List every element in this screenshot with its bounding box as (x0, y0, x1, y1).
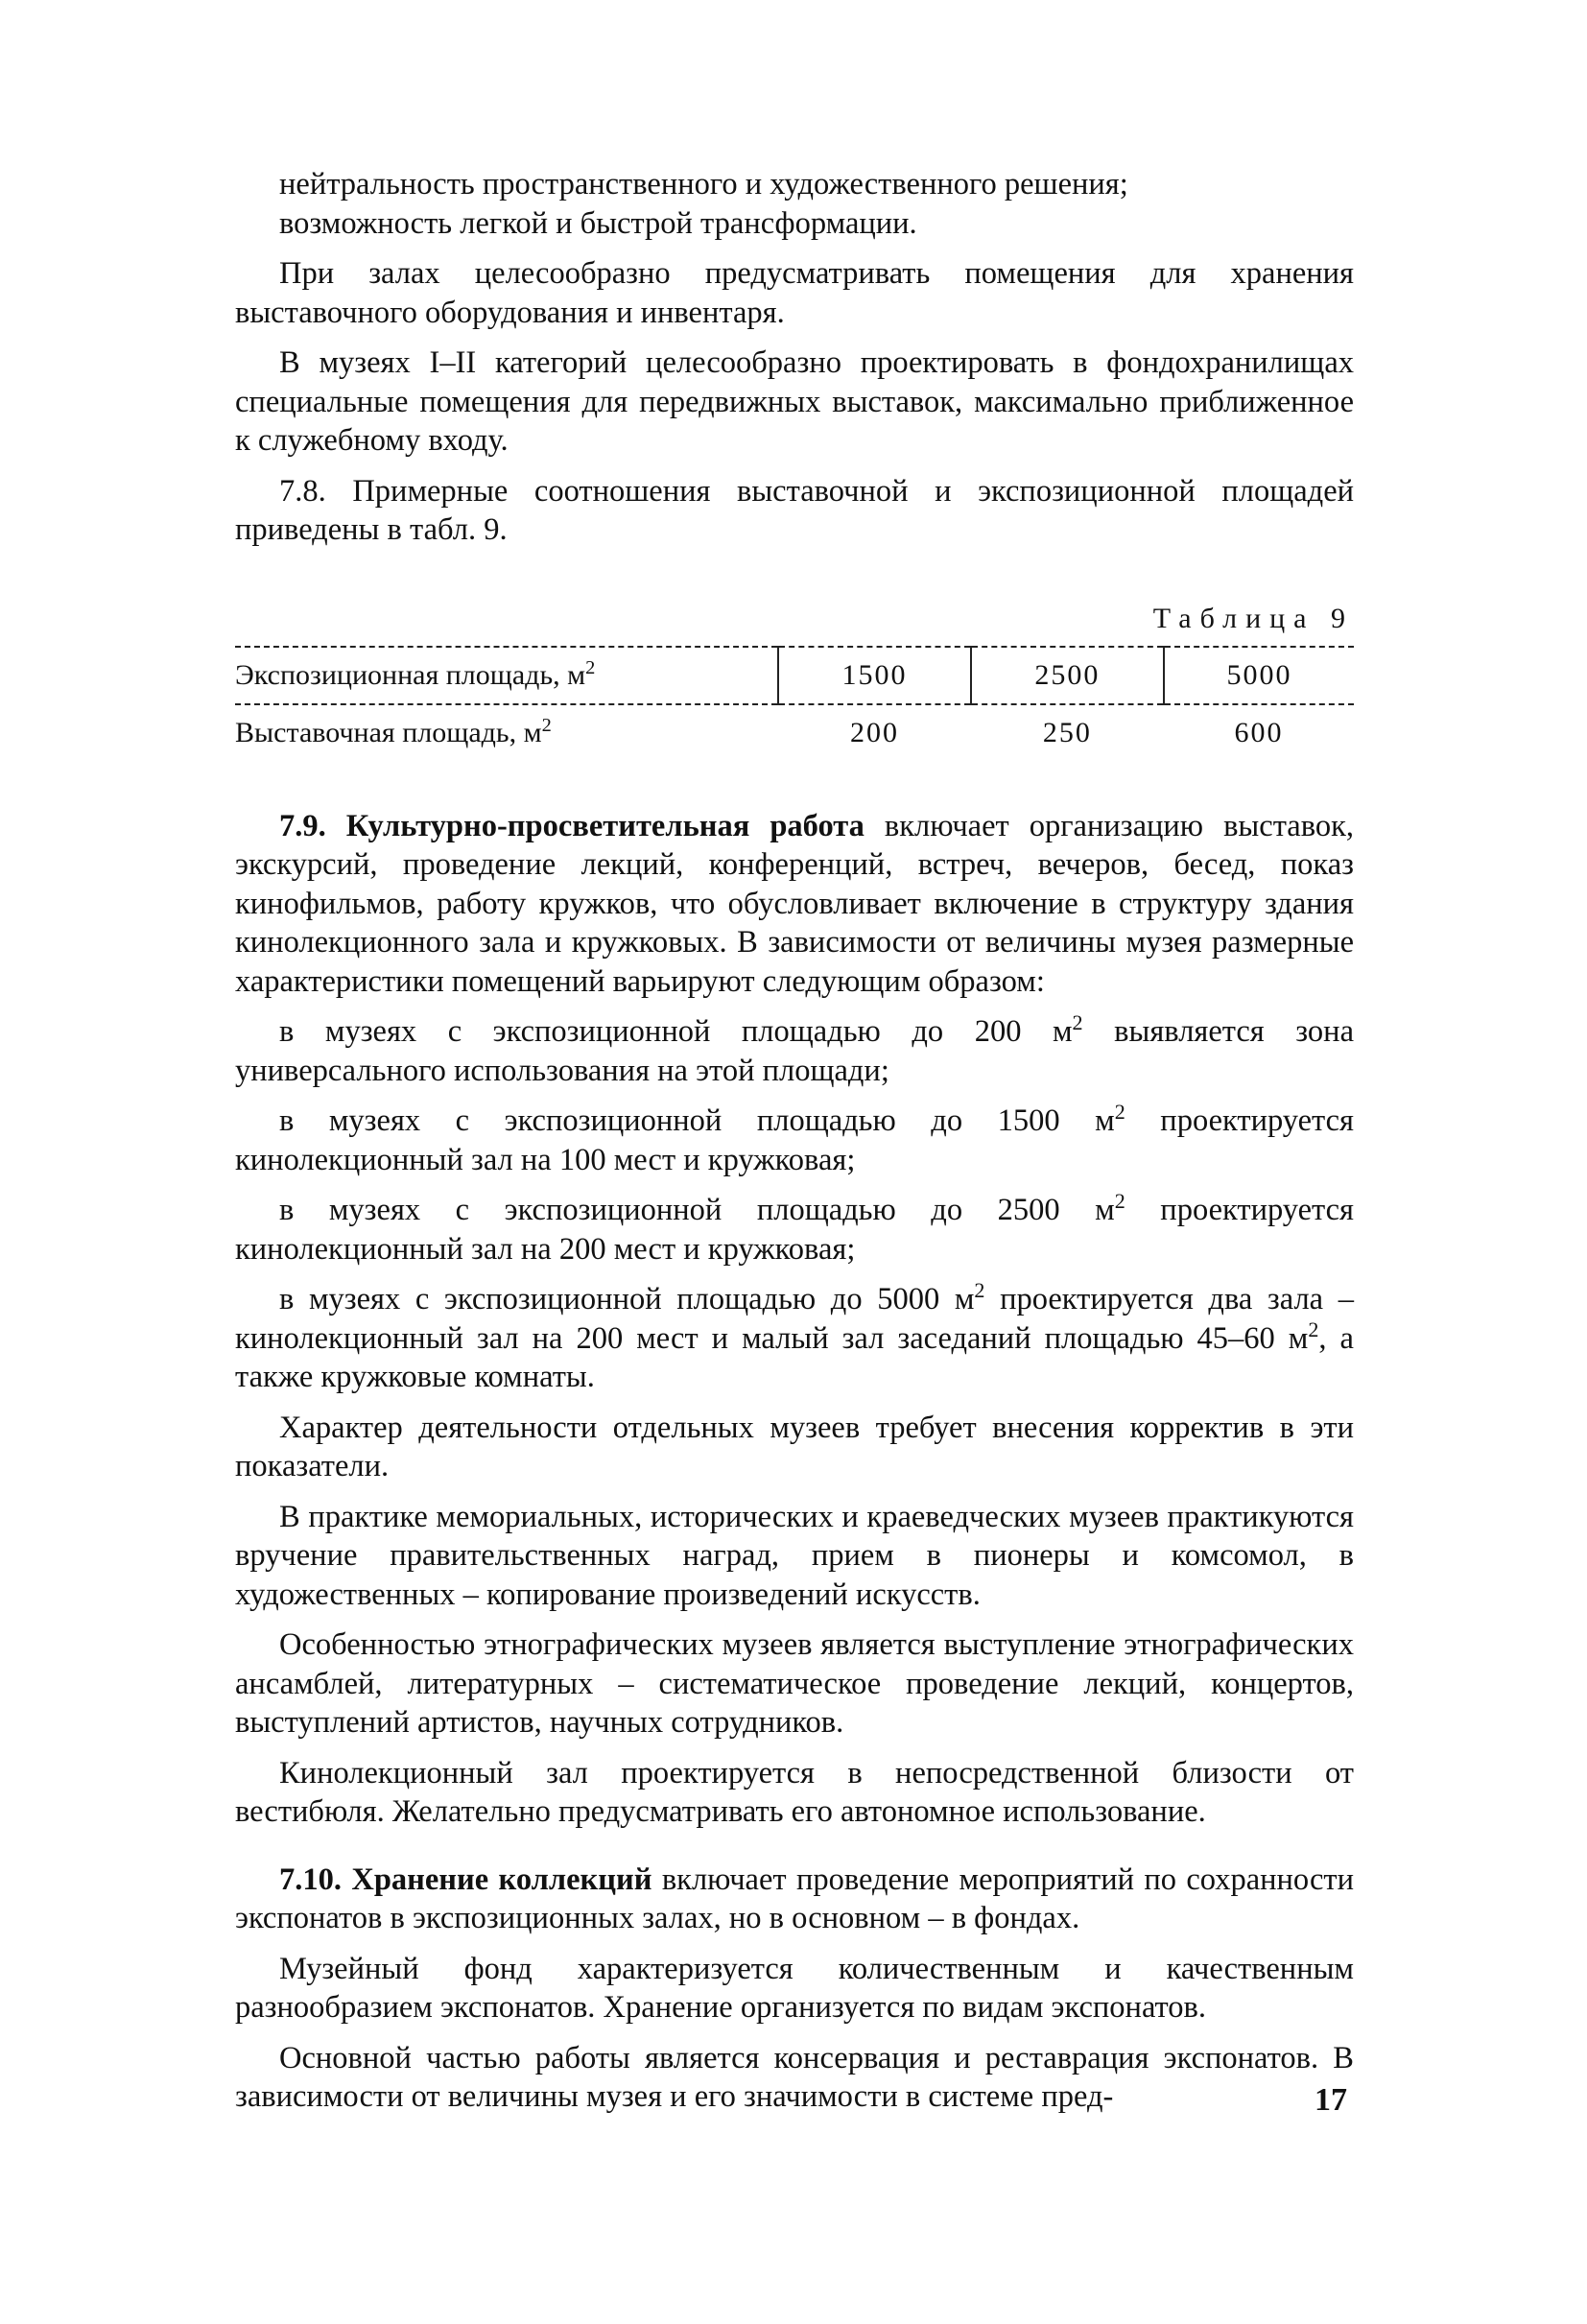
paragraph: нейтральность пространственного и художественного решения; (279, 167, 1128, 202)
paragraph: Характер деятельности отдельных музеев требует внесения корректив в эти показатели. (235, 1410, 1354, 1483)
table-caption: Таблица 9 (1152, 602, 1354, 634)
paragraph-text: включает организацию выставок, экскурсий, проведение лекций, конференций, встреч, вечеров, бесед, показ кинофильмов, работу кружков, что обусловливает включение в структуру здания кинолекционного зала и кружковых. В зависимости от величины музея размерные характеристики помещений варьируют следующим образом: (235, 808, 1355, 999)
list-item: в музеях с экспозиционной площадью до 2500 $м^2$ проектируется кинолекционный зал на 200 мест и кружковая; (235, 1188, 1355, 1267)
section-7-10 (235, 1861, 1354, 1938)
paragraph: В практике мемориальных, исторических и краеведческих музеев практикуются вручение правительственных наград, прием в пионеры и комсомол, в художественных – копирование произведений искусств. (235, 1499, 1354, 1612)
section-number: 7.10. (279, 1862, 342, 1897)
page-body (235, 165, 1354, 2117)
table-cell: 1500 (778, 647, 971, 704)
table-cell: 5000 (1164, 647, 1354, 704)
list-item: в музеях с экспозиционной площадью до 200 $м^2$ выявляется зона универсального использования на этой площади; (235, 1009, 1355, 1088)
section-7-8 (235, 472, 1354, 550)
paragraph: Музейный фонд характеризуется количественным и качественным разнообразием экспонатов. Хранение организуется по видам экспонатов. (235, 1951, 1354, 2025)
page-number: 17 (1315, 2082, 1347, 2118)
table-cell: 250 (1042, 716, 1092, 748)
paragraph: Основной частью работы является консервация и реставрация экспонатов. В зависимости от величины музея и его значимости в системе пред- (235, 2040, 1354, 2114)
table-cell: 200 (849, 716, 899, 748)
paragraph: Кинолекционный зал проектируется в непосредственной близости от вестибюля. Желательно предусматривать его автономное использование. (235, 1755, 1354, 1829)
table-row (235, 647, 1354, 704)
paragraph: возможность легкой и быстрой трансформации. (279, 205, 917, 241)
table-9 (235, 646, 1354, 761)
section-number: 7.9. (279, 808, 326, 843)
section-7-9 (235, 807, 1354, 1002)
paragraph: Особенностью этнографических музеев является выступление этнографических ансамблей, литературных – систематическое проведение лекций, концертов, выступлений артистов, научных сотрудников. (235, 1627, 1354, 1740)
paragraph: При залах целесообразно предусматривать помещения для хранения выставочного оборудования и инвентаря. (235, 256, 1354, 330)
table-cell: 600 (1234, 716, 1284, 748)
section-title: Хранение коллекций (351, 1862, 652, 1897)
section-title: Культурно-просветительная работа (345, 808, 865, 843)
paragraph-text: включает проведение мероприятий по сохранности экспонатов в экспозиционных залах, но в основном – в фондах. (235, 1862, 1354, 1935)
table-row (235, 704, 1354, 761)
table-cell: 2500 (971, 647, 1164, 704)
section-number: 7.8. (279, 473, 326, 509)
list-item: в музеях с экспозиционной площадью до 1500 $м^2$ проектируется кинолекционный зал на 100 мест и кружковая; (235, 1099, 1355, 1177)
paragraph-text: Примерные соотношения выставочной и экспозиционной площадей приведены в табл. 9. (235, 473, 1355, 547)
paragraph: В музеях I–II категорий целесообразно проектировать в фондохранилищах специальные помещения для передвижных выставок, максимально приближенное к служебному входу. (235, 345, 1354, 458)
row-label: Выставочная площадь, $м^2$ (235, 714, 552, 748)
row-label: Экспозиционная площадь, $м^2$ (235, 647, 778, 704)
list-item: в музеях с экспозиционной площадью до 5000 $м^2$ проектируется два зала – кинолекционный зал на 200 мест и малый зал заседаний площадью 45–60 $м^2$, а также кружковые комнаты. (235, 1277, 1354, 1394)
